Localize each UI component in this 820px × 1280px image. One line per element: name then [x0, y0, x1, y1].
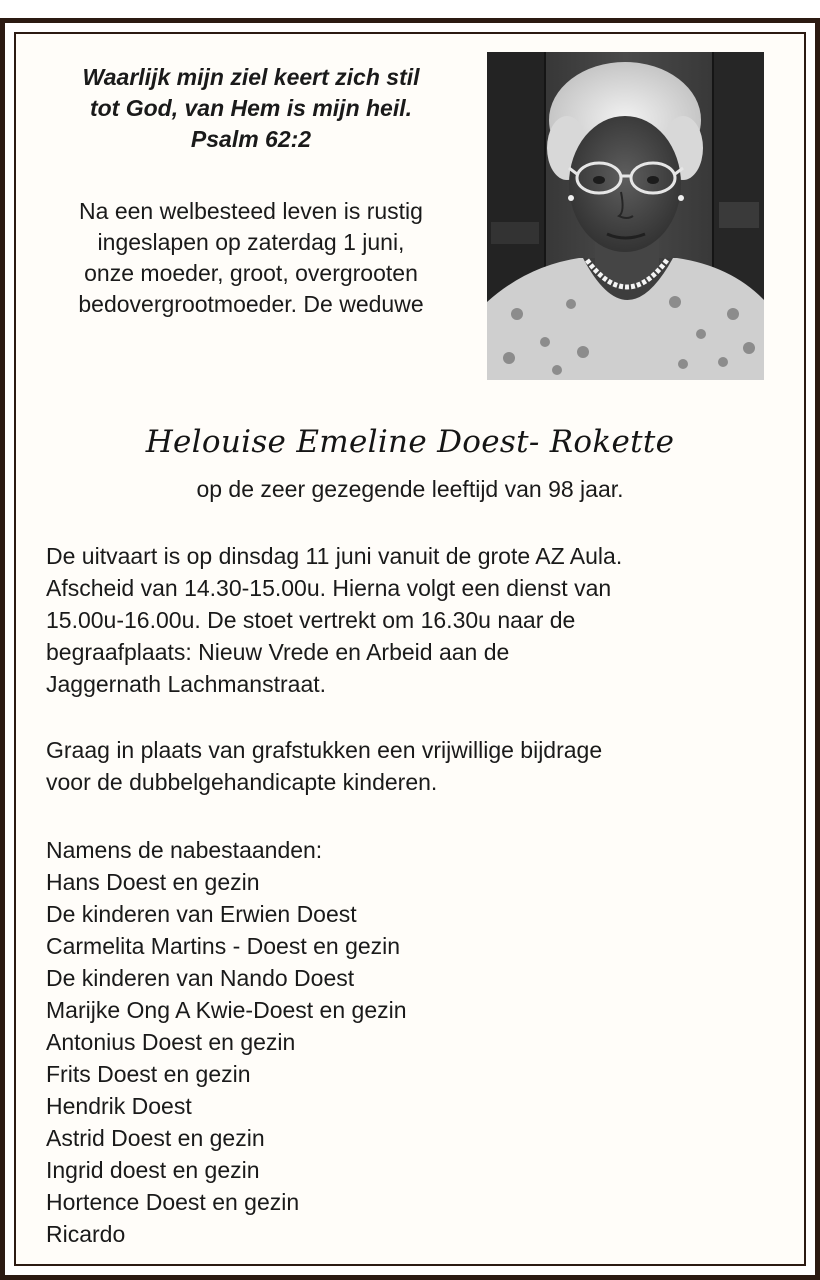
funeral-line: Afscheid van 14.30-15.00u. Hierna volgt een dienst van — [46, 575, 612, 601]
intro-line: Na een welbesteed leven is rustig — [79, 198, 423, 224]
family-member: Hendrik Doest — [46, 1093, 192, 1119]
portrait-photo — [487, 52, 764, 380]
verse-line: Waarlijk mijn ziel keert zich stil — [82, 64, 420, 90]
family-member: Astrid Doest en gezin — [46, 1125, 265, 1151]
age-line: op de zeer gezegende leeftijd van 98 jaar. — [196, 476, 624, 502]
intro-line: ingeslapen op zaterdag 1 juni, — [97, 229, 405, 255]
funeral-details — [46, 540, 806, 700]
donation-request — [46, 734, 806, 798]
intro-text — [30, 196, 472, 320]
deceased-name: Helouise Emeline Doest- Rokette — [145, 424, 675, 460]
verse-line: tot God, van Hem is mijn heil. — [89, 95, 413, 121]
family-member: Antonius Doest en gezin — [46, 1029, 296, 1055]
family-member: Hans Doest en gezin — [46, 869, 260, 895]
intro-line: onze moeder, groot, overgrooten — [84, 260, 418, 286]
funeral-line: begraafplaats: Nieuw Vrede en Arbeid aan de — [46, 639, 510, 665]
donation-line: Graag in plaats van grafstukken een vrijwillige bijdrage — [46, 737, 603, 763]
portrait-photo-graphic — [487, 52, 764, 380]
family-member: Ricardo — [46, 1221, 126, 1247]
family-list — [46, 834, 806, 1250]
family-member: Carmelita Martins - Doest en gezin — [46, 933, 401, 959]
family-member: Hortence Doest en gezin — [46, 1189, 300, 1215]
family-heading: Namens de nabestaanden: — [46, 837, 323, 863]
donation-line: voor de dubbelgehandicapte kinderen. — [46, 769, 438, 795]
family-member: Ingrid doest en gezin — [46, 1157, 260, 1183]
family-member: Marijke Ong A Kwie-Doest en gezin — [46, 997, 407, 1023]
family-member: De kinderen van Nando Doest — [46, 965, 355, 991]
intro-line: bedovergrootmoeder. De weduwe — [78, 291, 424, 317]
verse-reference: Psalm 62:2 — [190, 126, 312, 152]
funeral-line: Jaggernath Lachmanstraat. — [46, 671, 327, 697]
funeral-line: De uitvaart is op dinsdag 11 juni vanuit de grote AZ Aula. — [46, 543, 623, 569]
funeral-line: 15.00u-16.00u. De stoet vertrekt om 16.30u naar de — [46, 607, 576, 633]
family-member: De kinderen van Erwien Doest — [46, 901, 357, 927]
family-member: Frits Doest en gezin — [46, 1061, 251, 1087]
bible-verse — [30, 62, 472, 155]
